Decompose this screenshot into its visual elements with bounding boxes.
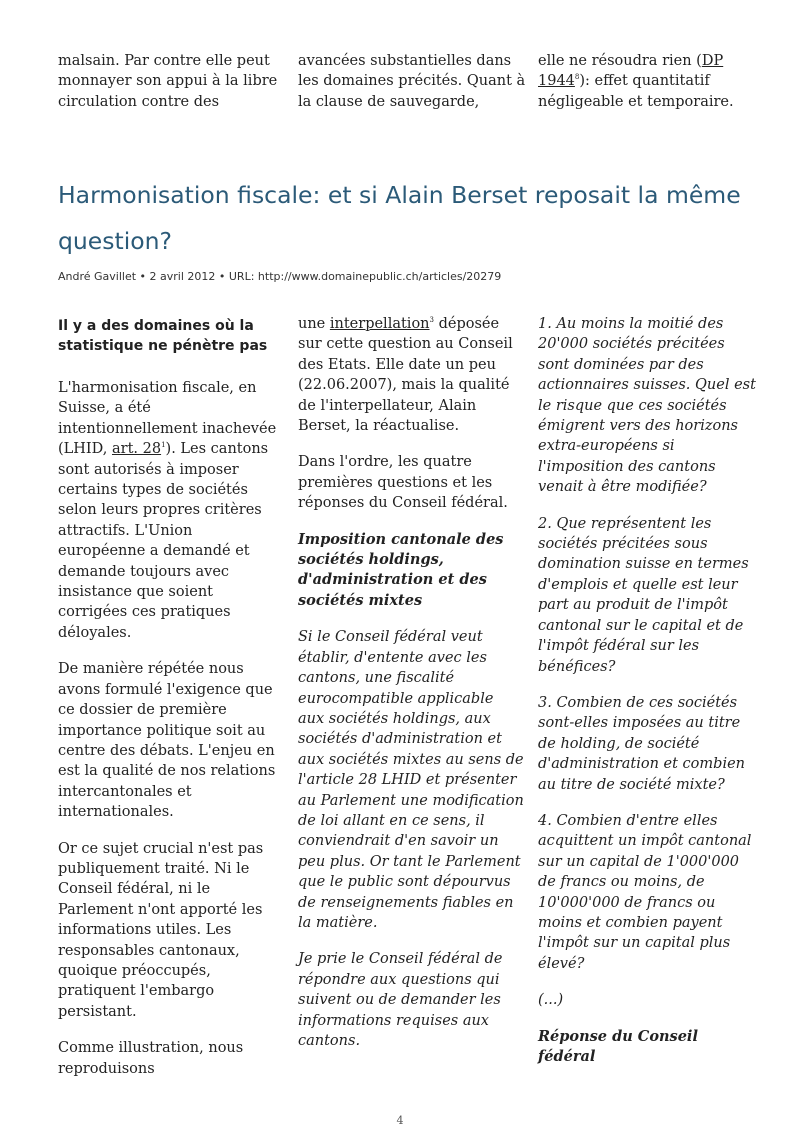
paragraph: Si le Conseil fédéral veut établir, d'entente avec les cantons, une fiscalité eurocompatible applicable aux sociétés holdings, aux sociétés d'administration et aux sociétés mixtes au sens de l'article 28 LHID et présenter au Parlement une modification de loi allant en ce sens, il conviendrait d'en savoir un peu plus. Or tant le Parlement que le public sont dépourvus de renseignements fiables en la matière. (298, 629, 524, 931)
footnote-ref-8: 8 (574, 73, 580, 82)
footnote-ref-1: 1 (161, 441, 166, 450)
art-28-link[interactable]: art. 28 (112, 441, 162, 458)
continuation-col-2 (298, 51, 526, 112)
continuation-text-3: elle ne résoudra rien (DP 1944$^8$): effet quantitatif négligeable et temporaire. (538, 53, 734, 110)
question-4: 4. Combien d'entre elles acquittent un impôt cantonal sur un capital de 1'000'000 de francs ou moins, de 10'000'000 de francs ou moins et combien payent l'impôt sur un capital plus élevé? (538, 812, 752, 972)
continuation-text-2: avancées substantielles dans les domaines précités. Quant à la clause de sauvegarde, (298, 53, 526, 110)
interpellation-heading: Imposition cantonale des sociétés holdings, d'administration et des sociétés mixtes (298, 530, 504, 609)
answer-heading: Réponse du Conseil fédéral (538, 1027, 698, 1065)
page-number: 4 (396, 1114, 404, 1127)
continuation-text-1: malsain. Par contre elle peut monnayer son appui à la libre circulation contre des (58, 53, 278, 110)
article-col-2 (298, 314, 524, 1067)
paragraph: une interpellation$^3$ déposée sur cette question au Conseil des Etats. Elle date un peu (22.06.2007), mais la qualité de l'interpellateur, Alain Berset, la réactualise. (298, 316, 513, 435)
article-byline: André Gavillet • 2 avril 2012 • URL: http://www.domainepublic.ch/articles/20279 (58, 270, 502, 283)
continuation-col-1 (58, 51, 286, 112)
question-2: 2. Que représentent les sociétés précitées sous domination suisse en termes d'emplois et quelle est leur part au produit de l'impôt cantonal sur le capital et de l'impôt fédéral sur les bénéfices? (538, 515, 749, 675)
dp-1944-link[interactable]: DP 1944 (538, 53, 724, 90)
article-col-3 (538, 314, 758, 1083)
paragraph: Or ce sujet crucial n'est pas publiquement traité. Ni le Conseil fédéral, ni le Parlement n'ont apporté les informations utiles. Les responsables cantonaux, quoique préoccupés, pratiquent l'embargo persistant. (58, 840, 264, 1020)
paragraph: L'harmonisation fiscale, en Suisse, a été intentionnellement inachevée (LHID, art. $28^1$). Les cantons sont autorisés à imposer certains types de sociétés selon leurs propres critères attractifs. L'Union européenne a demandé et demande toujours avec insistance que soient corrigées ces pratiques déloyales. (58, 380, 277, 641)
ellipsis: (...) (538, 992, 564, 1009)
question-3: 3. Combien de ces sociétés sont-elles imposées au titre de holding, de société d'administration et combien au titre de société mixte? (538, 694, 746, 793)
article-col-1 (58, 316, 280, 1095)
paragraph: Je prie le Conseil fédéral de répondre aux questions qui suivent ou de demander les informations requises aux cantons. (298, 951, 503, 1049)
footnote-ref-3: 3 (429, 316, 434, 325)
question-1: 1. Au moins la moitié des 20'000 sociétés précitées sont dominées par des actionnaires suisses. Quel est le risque que ces sociétés émigrent vers des horizons extra-européens si l'imposition des cantons venait à être modifiée? (538, 316, 756, 496)
article-title: Harmonisation fiscale: et si Alain Berset reposait la même question? (58, 181, 741, 255)
paragraph: Dans l'ordre, les quatre premières questions et les réponses du Conseil fédéral. (298, 454, 508, 512)
paragraph: De manière répétée nous avons formulé l'exigence que ce dossier de première importance politique soit au centre des débats. L'enjeu en est la qualité de nos relations intercantonales et internationales. (58, 661, 276, 821)
interpellation-link[interactable]: interpellation (329, 316, 430, 332)
paragraph: Comme illustration, nous reproduisons (58, 1040, 244, 1077)
continuation-col-3 (538, 51, 758, 112)
section-subhead: Il y a des domaines où la statistique ne pénètre pas (58, 318, 268, 354)
